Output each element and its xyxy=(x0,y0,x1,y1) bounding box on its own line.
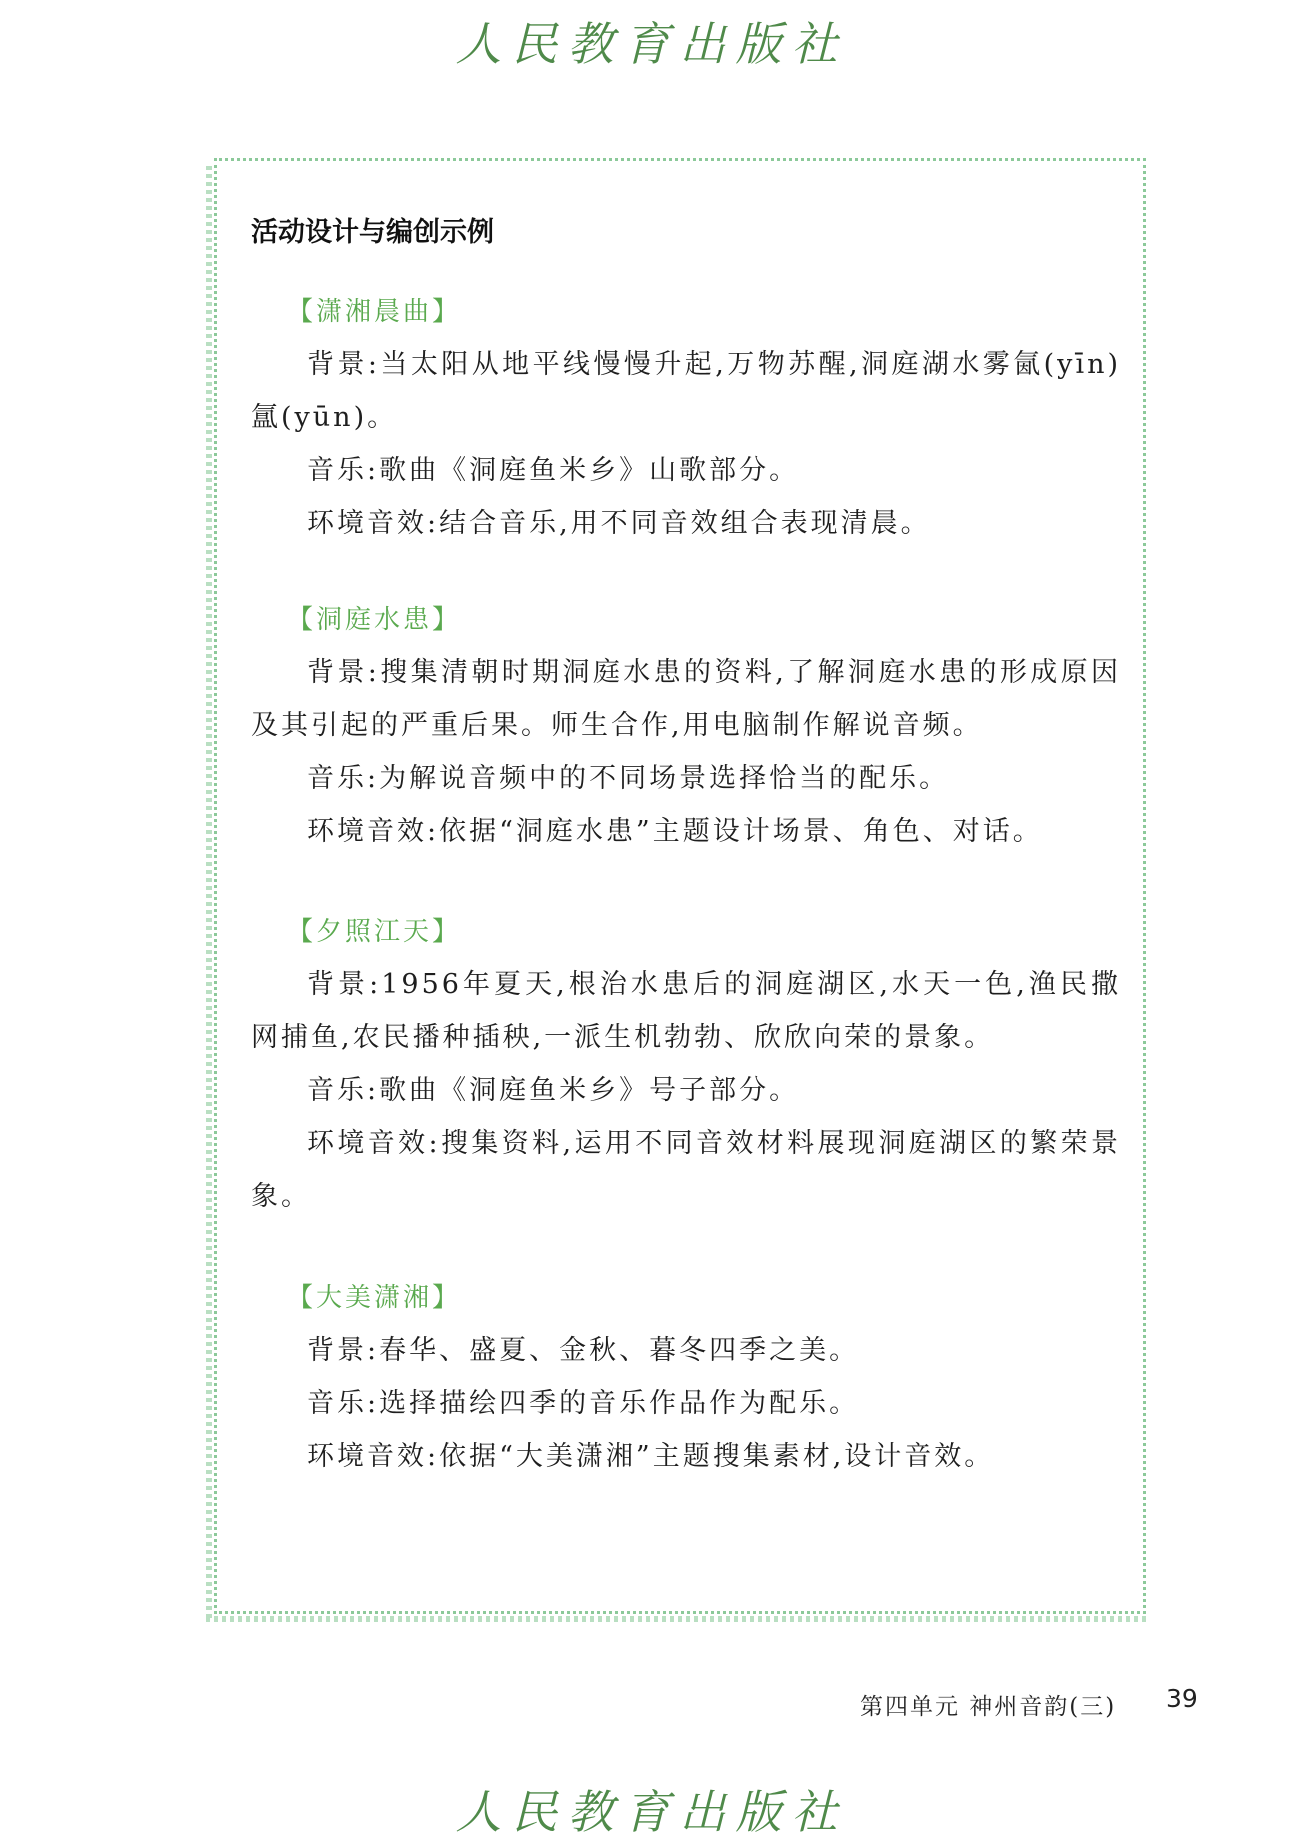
page-title: 活动设计与编创示例 xyxy=(251,217,494,248)
publisher-logo-top: 人民教育出版社 xyxy=(455,17,848,71)
paragraph-music: 音乐:为解说音频中的不同场景选择恰当的配乐。 xyxy=(307,763,950,794)
paragraph-background: 背景:1956年夏天,根治水患后的洞庭湖区,水天一色,渔民撒网捕鱼,农民播种插秧,一派生机勃勃、欣欣向荣的景象。 xyxy=(251,969,1121,1053)
footer-unit-title: 第四单元 神州音韵(三) xyxy=(860,1694,1117,1720)
page-number: 39 xyxy=(1166,1684,1198,1713)
paragraph-sound-effects: 环境音效:依据“洞庭水患”主题设计场景、角色、对话。 xyxy=(307,816,1043,847)
section-xiaoxiang-morning xyxy=(251,286,1121,550)
box-shadow-bottom xyxy=(206,1616,1146,1622)
paragraph-sound-effects: 环境音效:依据“大美潇湘”主题搜集素材,设计音效。 xyxy=(307,1441,995,1472)
paragraph-sound-effects: 环境音效:结合音乐,用不同音效组合表现清晨。 xyxy=(307,508,931,539)
section-heading: 【大美潇湘】 xyxy=(287,1283,462,1313)
paragraph-music: 音乐:选择描绘四季的音乐作品作为配乐。 xyxy=(307,1388,860,1419)
section-sunset-river xyxy=(251,906,1121,1223)
section-heading: 【夕照江天】 xyxy=(287,917,462,947)
publisher-logo-bottom: 人民教育出版社 xyxy=(455,1785,848,1839)
section-dongting-flood xyxy=(251,594,1121,858)
paragraph-background: 背景:春华、盛夏、金秋、暮冬四季之美。 xyxy=(307,1335,860,1366)
paragraph-sound-effects: 环境音效:搜集资料,运用不同音效材料展现洞庭湖区的繁荣景象。 xyxy=(251,1128,1121,1212)
paragraph-background: 背景:搜集清朝时期洞庭水患的资料,了解洞庭水患的形成原因及其引起的严重后果。师生合作,用电脑制作解说音频。 xyxy=(251,657,1121,741)
paragraph-background: 背景:当太阳从地平线慢慢升起,万物苏醒,洞庭湖水雾氤(yīn)氲(yūn)。 xyxy=(251,349,1121,433)
section-heading: 【潇湘晨曲】 xyxy=(287,297,462,327)
paragraph-music: 音乐:歌曲《洞庭鱼米乡》号子部分。 xyxy=(307,1075,800,1106)
paragraph-music: 音乐:歌曲《洞庭鱼米乡》山歌部分。 xyxy=(307,455,800,486)
section-heading: 【洞庭水患】 xyxy=(287,605,462,635)
box-shadow-left xyxy=(206,166,212,1622)
section-beautiful-xiaoxiang xyxy=(251,1272,1121,1483)
